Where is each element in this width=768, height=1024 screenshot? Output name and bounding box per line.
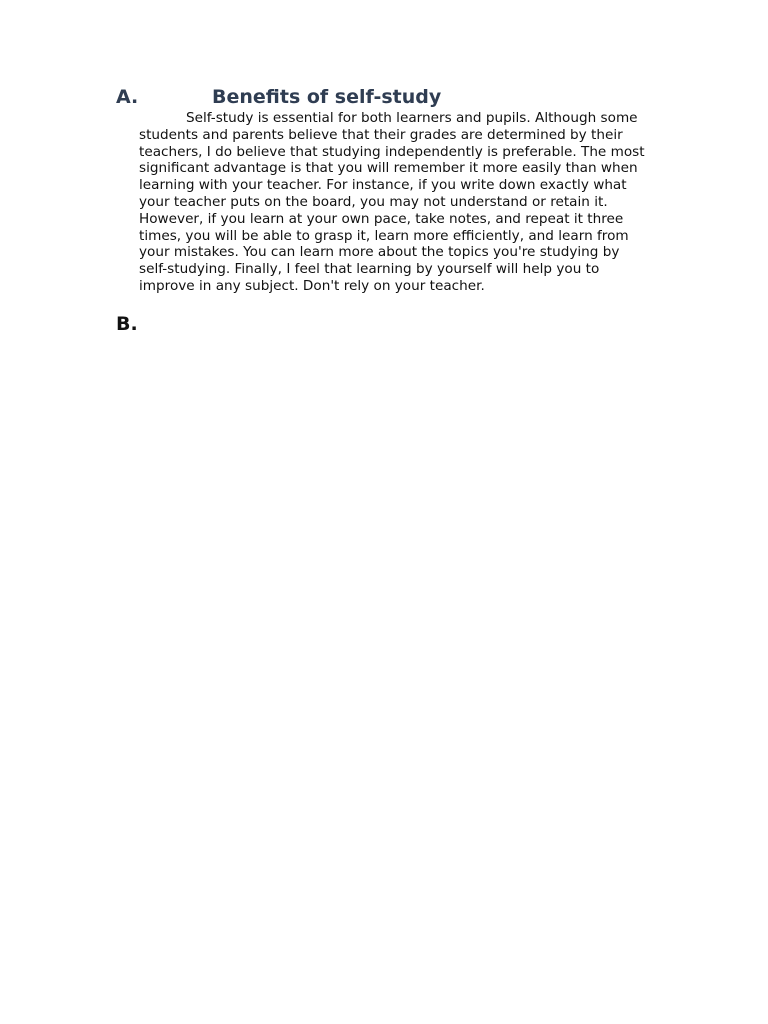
paragraph-line: teachers, I do believe that studying independently is preferable. The most	[139, 143, 645, 160]
paragraph-line: However, if you learn at your own pace, take notes, and repeat it three	[139, 210, 624, 227]
paragraph-line: learning with your teacher. For instance, if you write down exactly what	[139, 177, 627, 194]
paragraph-line: improve in any subject. Don't rely on your teacher.	[139, 277, 485, 294]
paragraph-line: significant advantage is that you will remember it more easily than when	[139, 160, 638, 177]
paragraph-line: students and parents believe that their grades are determined by their	[139, 126, 623, 143]
paragraph-line: self-studying. Finally, I feel that learning by yourself will help you to	[139, 261, 600, 278]
paragraph-line: times, you will be able to grasp it, learn more efficiently, and learn from	[139, 227, 629, 244]
section-a-heading	[116, 86, 716, 112]
paragraph-line: your teacher puts on the board, you may not understand or retain it.	[139, 193, 608, 210]
section-b-marker: B.	[116, 313, 138, 335]
section-a-title: Benefits of self-study	[212, 86, 442, 108]
section-a-marker: A.	[116, 86, 139, 108]
paragraph-line: Self-study is essential for both learners and pupils. Although some	[186, 110, 638, 126]
paragraph-line: your mistakes. You can learn more about the topics you're studying by	[139, 244, 620, 261]
section-a-paragraph	[139, 110, 679, 295]
